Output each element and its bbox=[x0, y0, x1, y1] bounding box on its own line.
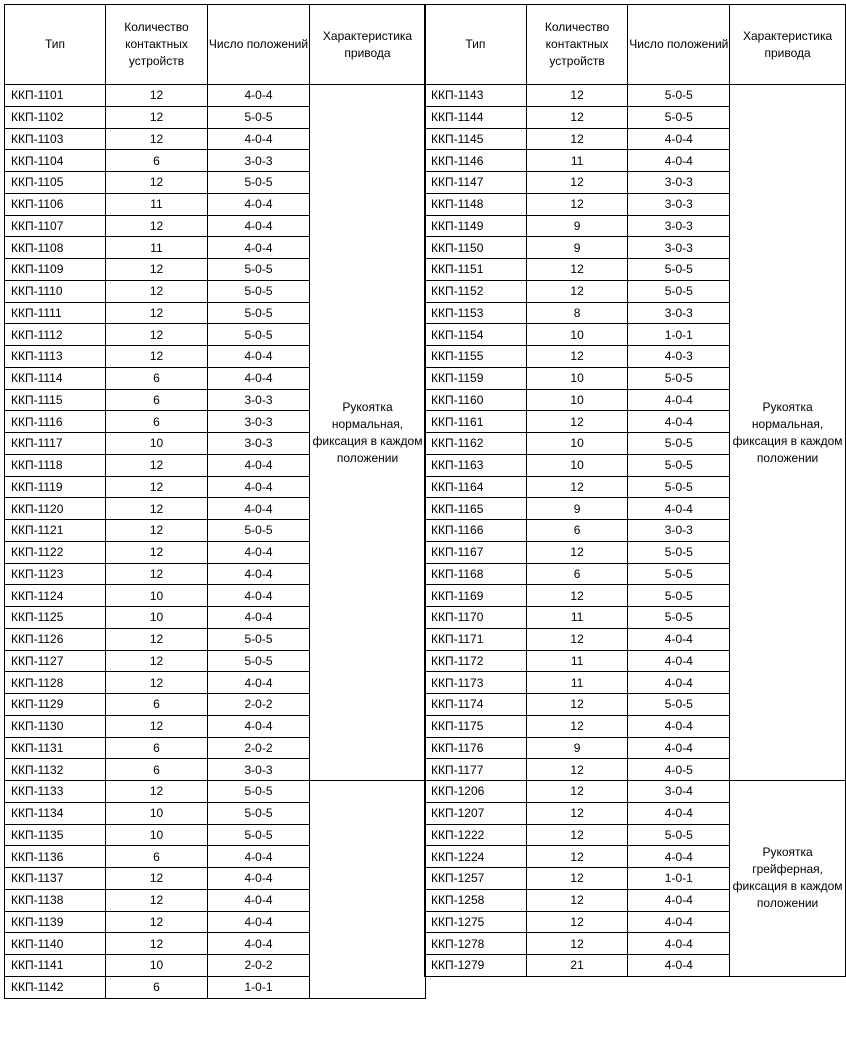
header-type: Тип bbox=[5, 5, 106, 85]
right-table bbox=[424, 4, 846, 977]
type-cell: ККП-1147 bbox=[425, 172, 527, 194]
positions-cell: 5-0-5 bbox=[208, 280, 310, 302]
positions-cell: 3-0-3 bbox=[628, 237, 730, 259]
contacts-cell: 12 bbox=[106, 911, 208, 933]
positions-cell: 4-0-4 bbox=[208, 85, 310, 107]
positions-cell: 5-0-5 bbox=[208, 824, 310, 846]
contacts-cell: 12 bbox=[106, 346, 208, 368]
positions-cell: 4-0-4 bbox=[628, 498, 730, 520]
positions-cell: 5-0-5 bbox=[208, 106, 310, 128]
header-type: Тип bbox=[425, 5, 527, 85]
type-cell: ККП-1106 bbox=[5, 193, 106, 215]
positions-cell: 4-0-4 bbox=[628, 389, 730, 411]
contacts-cell: 12 bbox=[526, 172, 628, 194]
contacts-cell: 12 bbox=[106, 324, 208, 346]
type-cell: ККП-1206 bbox=[425, 781, 527, 803]
positions-cell: 4-0-4 bbox=[208, 346, 310, 368]
positions-cell: 4-0-4 bbox=[628, 150, 730, 172]
contacts-cell: 12 bbox=[526, 541, 628, 563]
drive-cell bbox=[310, 781, 426, 999]
positions-cell: 1-0-1 bbox=[628, 868, 730, 890]
type-cell: ККП-1222 bbox=[425, 824, 527, 846]
type-cell: ККП-1129 bbox=[5, 694, 106, 716]
contacts-cell: 12 bbox=[106, 889, 208, 911]
contacts-cell: 21 bbox=[526, 955, 628, 977]
type-cell: ККП-1141 bbox=[5, 955, 106, 977]
header-row bbox=[5, 5, 426, 85]
type-cell: ККП-1119 bbox=[5, 476, 106, 498]
left-table bbox=[4, 4, 426, 999]
table-row bbox=[425, 781, 846, 803]
contacts-cell: 12 bbox=[526, 85, 628, 107]
contacts-cell: 6 bbox=[106, 367, 208, 389]
contacts-cell: 9 bbox=[526, 498, 628, 520]
positions-cell: 5-0-5 bbox=[628, 476, 730, 498]
type-cell: ККП-1103 bbox=[5, 128, 106, 150]
type-cell: ККП-1160 bbox=[425, 389, 527, 411]
contacts-cell: 12 bbox=[526, 106, 628, 128]
positions-cell: 4-0-3 bbox=[628, 346, 730, 368]
contacts-cell: 8 bbox=[526, 302, 628, 324]
drive-cell: Рукоятка нормальная, фиксация в каждом положении bbox=[310, 85, 426, 781]
positions-cell: 5-0-5 bbox=[208, 520, 310, 542]
type-cell: ККП-1166 bbox=[425, 520, 527, 542]
contacts-cell: 12 bbox=[106, 85, 208, 107]
type-cell: ККП-1110 bbox=[5, 280, 106, 302]
positions-cell: 3-0-3 bbox=[628, 172, 730, 194]
type-cell: ККП-1167 bbox=[425, 541, 527, 563]
drive-cell: Рукоятка грейферная, фиксация в каждом положении bbox=[730, 781, 846, 977]
type-cell: ККП-1159 bbox=[425, 367, 527, 389]
type-cell: ККП-1146 bbox=[425, 150, 527, 172]
contacts-cell: 12 bbox=[526, 824, 628, 846]
contacts-cell: 12 bbox=[106, 454, 208, 476]
type-cell: ККП-1130 bbox=[5, 715, 106, 737]
header-row bbox=[425, 5, 846, 85]
type-cell: ККП-1115 bbox=[5, 389, 106, 411]
contacts-cell: 12 bbox=[106, 672, 208, 694]
type-cell: ККП-1132 bbox=[5, 759, 106, 781]
positions-cell: 4-0-4 bbox=[628, 911, 730, 933]
type-cell: ККП-1144 bbox=[425, 106, 527, 128]
contacts-cell: 12 bbox=[526, 259, 628, 281]
type-cell: ККП-1161 bbox=[425, 411, 527, 433]
contacts-cell: 12 bbox=[526, 759, 628, 781]
drive-cell: Рукоятка нормальная, фиксация в каждом положении bbox=[730, 85, 846, 781]
contacts-cell: 6 bbox=[106, 846, 208, 868]
positions-cell: 5-0-5 bbox=[628, 585, 730, 607]
table-row bbox=[425, 85, 846, 107]
contacts-cell: 12 bbox=[526, 280, 628, 302]
positions-cell: 4-0-4 bbox=[208, 933, 310, 955]
contacts-cell: 12 bbox=[526, 694, 628, 716]
positions-cell: 3-0-3 bbox=[208, 150, 310, 172]
positions-cell: 4-0-4 bbox=[208, 868, 310, 890]
type-cell: ККП-1148 bbox=[425, 193, 527, 215]
positions-cell: 2-0-2 bbox=[208, 955, 310, 977]
positions-cell: 4-0-4 bbox=[208, 715, 310, 737]
contacts-cell: 11 bbox=[526, 607, 628, 629]
type-cell: ККП-1149 bbox=[425, 215, 527, 237]
contacts-cell: 11 bbox=[106, 193, 208, 215]
contacts-cell: 10 bbox=[106, 433, 208, 455]
contacts-cell: 12 bbox=[526, 411, 628, 433]
positions-cell: 4-0-4 bbox=[628, 846, 730, 868]
positions-cell: 5-0-5 bbox=[628, 694, 730, 716]
contacts-cell: 10 bbox=[526, 324, 628, 346]
contacts-cell: 10 bbox=[106, 607, 208, 629]
header-contacts: Количество контактных устройств bbox=[106, 5, 208, 85]
type-cell: ККП-1278 bbox=[425, 933, 527, 955]
contacts-cell: 12 bbox=[526, 868, 628, 890]
contacts-cell: 6 bbox=[106, 976, 208, 998]
type-cell: ККП-1163 bbox=[425, 454, 527, 476]
positions-cell: 4-0-4 bbox=[208, 476, 310, 498]
type-cell: ККП-1162 bbox=[425, 433, 527, 455]
type-cell: ККП-1133 bbox=[5, 781, 106, 803]
contacts-cell: 10 bbox=[526, 433, 628, 455]
positions-cell: 5-0-5 bbox=[628, 824, 730, 846]
header-contacts: Количество контактных устройств bbox=[526, 5, 628, 85]
positions-cell: 4-0-4 bbox=[208, 911, 310, 933]
contacts-cell: 12 bbox=[106, 128, 208, 150]
type-cell: ККП-1126 bbox=[5, 628, 106, 650]
contacts-cell: 12 bbox=[106, 628, 208, 650]
type-cell: ККП-1168 bbox=[425, 563, 527, 585]
contacts-cell: 6 bbox=[526, 520, 628, 542]
contacts-cell: 9 bbox=[526, 237, 628, 259]
type-cell: ККП-1224 bbox=[425, 846, 527, 868]
contacts-cell: 12 bbox=[106, 215, 208, 237]
type-cell: ККП-1172 bbox=[425, 650, 527, 672]
type-cell: ККП-1138 bbox=[5, 889, 106, 911]
table-row bbox=[5, 781, 426, 803]
type-cell: ККП-1140 bbox=[5, 933, 106, 955]
contacts-cell: 12 bbox=[106, 715, 208, 737]
contacts-cell: 12 bbox=[526, 128, 628, 150]
positions-cell: 3-0-3 bbox=[208, 759, 310, 781]
positions-cell: 4-0-4 bbox=[208, 585, 310, 607]
positions-cell: 5-0-5 bbox=[208, 628, 310, 650]
type-cell: ККП-1170 bbox=[425, 607, 527, 629]
type-cell: ККП-1111 bbox=[5, 302, 106, 324]
contacts-cell: 6 bbox=[106, 737, 208, 759]
type-cell: ККП-1171 bbox=[425, 628, 527, 650]
type-cell: ККП-1118 bbox=[5, 454, 106, 476]
positions-cell: 3-0-4 bbox=[628, 781, 730, 803]
contacts-cell: 6 bbox=[106, 389, 208, 411]
contacts-cell: 11 bbox=[106, 237, 208, 259]
contacts-cell: 12 bbox=[106, 650, 208, 672]
positions-cell: 5-0-5 bbox=[208, 259, 310, 281]
positions-cell: 4-0-4 bbox=[628, 672, 730, 694]
type-cell: ККП-1105 bbox=[5, 172, 106, 194]
positions-cell: 4-0-4 bbox=[628, 889, 730, 911]
contacts-cell: 10 bbox=[106, 585, 208, 607]
positions-cell: 4-0-4 bbox=[208, 498, 310, 520]
positions-cell: 4-0-4 bbox=[208, 672, 310, 694]
positions-cell: 4-0-4 bbox=[208, 541, 310, 563]
positions-cell: 5-0-5 bbox=[628, 280, 730, 302]
contacts-cell: 6 bbox=[106, 759, 208, 781]
type-cell: ККП-1134 bbox=[5, 802, 106, 824]
type-cell: ККП-1124 bbox=[5, 585, 106, 607]
type-cell: ККП-1128 bbox=[5, 672, 106, 694]
positions-cell: 5-0-5 bbox=[628, 607, 730, 629]
positions-cell: 4-0-4 bbox=[628, 650, 730, 672]
type-cell: ККП-1101 bbox=[5, 85, 106, 107]
positions-cell: 5-0-5 bbox=[628, 85, 730, 107]
type-cell: ККП-1116 bbox=[5, 411, 106, 433]
type-cell: ККП-1177 bbox=[425, 759, 527, 781]
positions-cell: 4-0-4 bbox=[208, 889, 310, 911]
positions-cell: 5-0-5 bbox=[208, 302, 310, 324]
positions-cell: 2-0-2 bbox=[208, 737, 310, 759]
contacts-cell: 12 bbox=[106, 520, 208, 542]
type-cell: ККП-1258 bbox=[425, 889, 527, 911]
table-row bbox=[5, 85, 426, 107]
type-cell: ККП-1109 bbox=[5, 259, 106, 281]
type-cell: ККП-1142 bbox=[5, 976, 106, 998]
contacts-cell: 12 bbox=[526, 193, 628, 215]
type-cell: ККП-1114 bbox=[5, 367, 106, 389]
type-cell: ККП-1143 bbox=[425, 85, 527, 107]
contacts-cell: 11 bbox=[526, 150, 628, 172]
type-cell: ККП-1135 bbox=[5, 824, 106, 846]
positions-cell: 5-0-5 bbox=[628, 367, 730, 389]
positions-cell: 3-0-3 bbox=[208, 411, 310, 433]
type-cell: ККП-1127 bbox=[5, 650, 106, 672]
contacts-cell: 12 bbox=[106, 933, 208, 955]
contacts-cell: 12 bbox=[106, 259, 208, 281]
type-cell: ККП-1173 bbox=[425, 672, 527, 694]
header-positions: Число положений bbox=[208, 5, 310, 85]
header-positions: Число положений bbox=[628, 5, 730, 85]
positions-cell: 5-0-5 bbox=[628, 259, 730, 281]
contacts-cell: 12 bbox=[106, 781, 208, 803]
positions-cell: 5-0-5 bbox=[628, 563, 730, 585]
positions-cell: 4-0-5 bbox=[628, 759, 730, 781]
type-cell: ККП-1169 bbox=[425, 585, 527, 607]
positions-cell: 3-0-3 bbox=[208, 389, 310, 411]
positions-cell: 1-0-1 bbox=[208, 976, 310, 998]
positions-cell: 4-0-4 bbox=[628, 715, 730, 737]
contacts-cell: 12 bbox=[526, 715, 628, 737]
contacts-cell: 11 bbox=[526, 672, 628, 694]
positions-cell: 4-0-4 bbox=[628, 802, 730, 824]
type-cell: ККП-1108 bbox=[5, 237, 106, 259]
contacts-cell: 12 bbox=[526, 889, 628, 911]
type-cell: ККП-1123 bbox=[5, 563, 106, 585]
contacts-cell: 10 bbox=[526, 367, 628, 389]
positions-cell: 3-0-3 bbox=[628, 215, 730, 237]
positions-cell: 4-0-4 bbox=[208, 454, 310, 476]
contacts-cell: 12 bbox=[106, 498, 208, 520]
type-cell: ККП-1104 bbox=[5, 150, 106, 172]
positions-cell: 5-0-5 bbox=[628, 541, 730, 563]
type-cell: ККП-1176 bbox=[425, 737, 527, 759]
contacts-cell: 6 bbox=[526, 563, 628, 585]
positions-cell: 4-0-4 bbox=[208, 563, 310, 585]
type-cell: ККП-1121 bbox=[5, 520, 106, 542]
contacts-cell: 12 bbox=[106, 868, 208, 890]
contacts-cell: 12 bbox=[526, 933, 628, 955]
type-cell: ККП-1137 bbox=[5, 868, 106, 890]
contacts-cell: 12 bbox=[526, 346, 628, 368]
contacts-cell: 12 bbox=[106, 106, 208, 128]
positions-cell: 4-0-4 bbox=[208, 237, 310, 259]
positions-cell: 1-0-1 bbox=[628, 324, 730, 346]
positions-cell: 5-0-5 bbox=[628, 106, 730, 128]
type-cell: ККП-1275 bbox=[425, 911, 527, 933]
positions-cell: 5-0-5 bbox=[208, 802, 310, 824]
type-cell: ККП-1153 bbox=[425, 302, 527, 324]
type-cell: ККП-1122 bbox=[5, 541, 106, 563]
positions-cell: 4-0-4 bbox=[208, 193, 310, 215]
type-cell: ККП-1125 bbox=[5, 607, 106, 629]
positions-cell: 4-0-4 bbox=[628, 933, 730, 955]
contacts-cell: 10 bbox=[526, 389, 628, 411]
type-cell: ККП-1150 bbox=[425, 237, 527, 259]
positions-cell: 4-0-4 bbox=[628, 955, 730, 977]
type-cell: ККП-1102 bbox=[5, 106, 106, 128]
contacts-cell: 6 bbox=[106, 411, 208, 433]
contacts-cell: 12 bbox=[526, 846, 628, 868]
contacts-cell: 6 bbox=[106, 694, 208, 716]
positions-cell: 5-0-5 bbox=[208, 172, 310, 194]
contacts-cell: 10 bbox=[106, 802, 208, 824]
header-drive: Характеристика привода bbox=[310, 5, 426, 85]
positions-cell: 4-0-4 bbox=[208, 215, 310, 237]
contacts-cell: 6 bbox=[106, 150, 208, 172]
type-cell: ККП-1207 bbox=[425, 802, 527, 824]
contacts-cell: 9 bbox=[526, 737, 628, 759]
contacts-cell: 12 bbox=[526, 628, 628, 650]
header-drive: Характеристика привода bbox=[730, 5, 846, 85]
type-cell: ККП-1174 bbox=[425, 694, 527, 716]
contacts-cell: 10 bbox=[106, 824, 208, 846]
contacts-cell: 12 bbox=[106, 280, 208, 302]
contacts-cell: 12 bbox=[526, 476, 628, 498]
type-cell: ККП-1164 bbox=[425, 476, 527, 498]
contacts-cell: 12 bbox=[106, 541, 208, 563]
contacts-cell: 10 bbox=[526, 454, 628, 476]
positions-cell: 5-0-5 bbox=[628, 454, 730, 476]
positions-cell: 5-0-5 bbox=[628, 433, 730, 455]
positions-cell: 4-0-4 bbox=[628, 411, 730, 433]
positions-cell: 3-0-3 bbox=[628, 302, 730, 324]
type-cell: ККП-1120 bbox=[5, 498, 106, 520]
positions-cell: 4-0-4 bbox=[208, 607, 310, 629]
positions-cell: 5-0-5 bbox=[208, 324, 310, 346]
contacts-cell: 12 bbox=[526, 802, 628, 824]
positions-cell: 4-0-4 bbox=[208, 128, 310, 150]
type-cell: ККП-1165 bbox=[425, 498, 527, 520]
positions-cell: 2-0-2 bbox=[208, 694, 310, 716]
positions-cell: 5-0-5 bbox=[208, 781, 310, 803]
type-cell: ККП-1117 bbox=[5, 433, 106, 455]
type-cell: ККП-1107 bbox=[5, 215, 106, 237]
contacts-cell: 12 bbox=[526, 585, 628, 607]
positions-cell: 4-0-4 bbox=[628, 737, 730, 759]
positions-cell: 3-0-3 bbox=[628, 520, 730, 542]
type-cell: ККП-1112 bbox=[5, 324, 106, 346]
contacts-cell: 12 bbox=[106, 563, 208, 585]
type-cell: ККП-1154 bbox=[425, 324, 527, 346]
positions-cell: 4-0-4 bbox=[208, 367, 310, 389]
contacts-cell: 11 bbox=[526, 650, 628, 672]
contacts-cell: 12 bbox=[526, 781, 628, 803]
positions-cell: 4-0-4 bbox=[208, 846, 310, 868]
type-cell: ККП-1151 bbox=[425, 259, 527, 281]
type-cell: ККП-1136 bbox=[5, 846, 106, 868]
positions-cell: 3-0-3 bbox=[208, 433, 310, 455]
contacts-cell: 12 bbox=[106, 476, 208, 498]
type-cell: ККП-1175 bbox=[425, 715, 527, 737]
contacts-cell: 12 bbox=[526, 911, 628, 933]
type-cell: ККП-1113 bbox=[5, 346, 106, 368]
type-cell: ККП-1131 bbox=[5, 737, 106, 759]
positions-cell: 3-0-3 bbox=[628, 193, 730, 215]
positions-cell: 5-0-5 bbox=[208, 650, 310, 672]
type-cell: ККП-1279 bbox=[425, 955, 527, 977]
type-cell: ККП-1139 bbox=[5, 911, 106, 933]
type-cell: ККП-1155 bbox=[425, 346, 527, 368]
type-cell: ККП-1152 bbox=[425, 280, 527, 302]
contacts-cell: 9 bbox=[526, 215, 628, 237]
contacts-cell: 10 bbox=[106, 955, 208, 977]
type-cell: ККП-1145 bbox=[425, 128, 527, 150]
positions-cell: 4-0-4 bbox=[628, 128, 730, 150]
type-cell: ККП-1257 bbox=[425, 868, 527, 890]
contacts-cell: 12 bbox=[106, 172, 208, 194]
contacts-cell: 12 bbox=[106, 302, 208, 324]
positions-cell: 4-0-4 bbox=[628, 628, 730, 650]
